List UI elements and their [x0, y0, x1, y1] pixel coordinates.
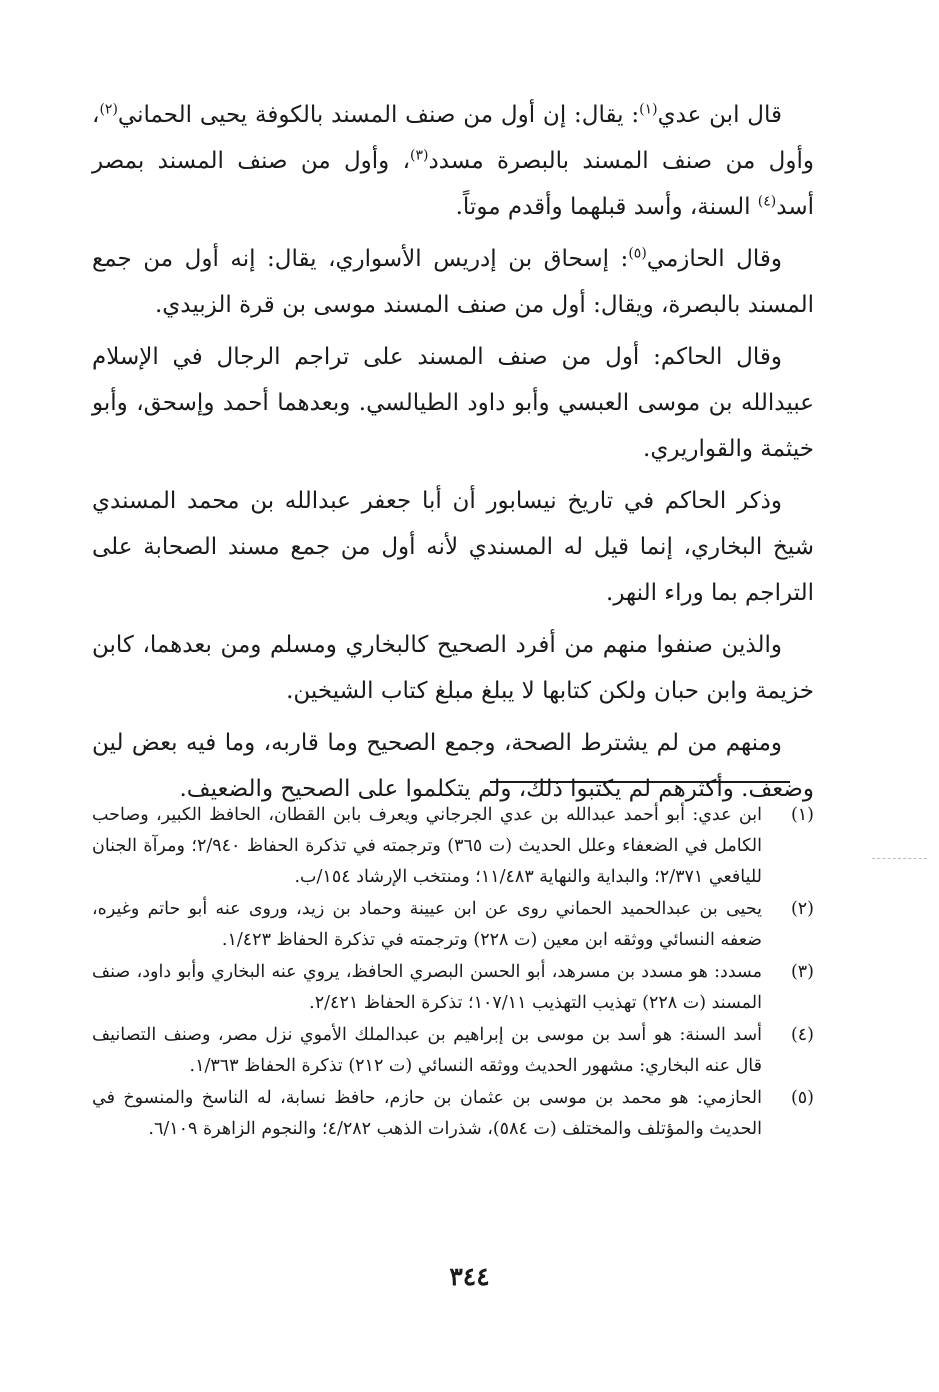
paragraph [92, 478, 814, 616]
footnote [92, 800, 814, 893]
footnote-number: (٢) [790, 899, 814, 919]
footnote-text: ابن عدي: أبو أحمد عبدالله بن عدي الجرجاني ويعرف بابن القطان، الحافظ الكبير، وصاحب الكامل في الضعفاء وعلل الحديث (ت ٣٦٥) وترجمته في تذكرة الحفاظ ٢/٩٤٠؛ ومرآة الجنان لليافعي ٢/٣٧١؛ والبداية والنهاية ١١/٤٨٣؛ ومنتخب الإرشاد ١٥٤/ب. [92, 805, 763, 887]
footnote [92, 1020, 814, 1082]
footnotes [92, 800, 814, 1146]
footnote-ref: (٣) [410, 147, 429, 164]
footnote-number: (١) [790, 805, 814, 825]
footnote-separator [490, 781, 790, 783]
paragraph-text: قال ابن عدي [657, 102, 782, 128]
footnote-ref: (٥) [628, 245, 647, 262]
paragraph-text: : إسحاق بن إدريس الأسواري، يقال: إنه أول من جمع المسند بالبصرة، ويقال: أول من صنف المسند موسى بن قرة الزبيدي. [92, 246, 814, 318]
footnote-text: الحازمي: هو محمد بن موسى بن عثمان بن حازم، حافظ نسابة، له الناسخ والمنسوخ في الحديث والمؤتلف والمختلف (ت ٥٨٤)، شذرات الذهب ٤/٢٨٢؛ والنجوم الزاهرة ٦/١٠٩. [92, 1088, 762, 1139]
footnote-number: (٥) [790, 1088, 814, 1108]
paragraph [92, 236, 814, 328]
footnote-text: مسدد: هو مسدد بن مسرهد، أبو الحسن البصري الحافظ، يروي عنه البخاري وأبو داود، صنف المسند (ت ٢٢٨) تهذيب التهذيب ١٠٧/١١؛ تذكرة الحفاظ ٢/٤٢١. [92, 962, 762, 1013]
paragraph-text: السنة، وأسد قبلهما وأقدم موتاً. [455, 194, 758, 220]
paragraph-text: ، وأول من صنف المسند بمصر أسد [92, 148, 814, 220]
paragraph-text: ومنهم من لم يشترط الصحة، وجمع الصحيح وما قاربه، وما فيه بعض لين وضعف. وأكثرهم لم يكتبوا ذلك، ولم يتكلموا على الصحيح والضعيف. [92, 730, 814, 802]
paragraph-text: والذين صنفوا منهم من أفرد الصحيح كالبخاري ومسلم ومن بعدهما، كابن خزيمة وابن حبان ولكن كتابها لا يبلغ مبلغ كتاب الشيخين. [92, 632, 814, 704]
paragraph-text: وقال الحازمي [646, 246, 782, 272]
page-number: ٣٤٤ [449, 1262, 490, 1291]
footnote [92, 894, 814, 956]
footnote-number: (٣) [790, 962, 814, 982]
paragraph [92, 334, 814, 472]
footnote-number: (٤) [790, 1025, 814, 1045]
paragraph-text: وذكر الحاكم في تاريخ نيسابور أن أبا جعفر عبدالله بن محمد المسندي شيخ البخاري، إنما قيل له المسندي لأنه أول من جمع مسند الصحابة على التراجم بما وراء النهر. [92, 488, 814, 606]
paragraph [92, 92, 814, 230]
footnote-text: أسد السنة: هو أسد بن موسى بن إبراهيم بن عبدالملك الأموي نزل مصر، وصنف التصانيف قال عنه البخاري: مشهور الحديث ووثقه النسائي (ت ٢١٢) تذكرة الحفاظ ١/٣٦٣. [92, 1025, 762, 1076]
paragraph [92, 720, 814, 812]
footnote-ref: (١) [639, 101, 658, 118]
footnote-ref: (٤) [757, 193, 777, 210]
margin-mark [872, 858, 927, 859]
footnote-text: يحيى بن عبدالحميد الحماني روى عن ابن عيينة وحماد بن زيد، وروى عنه أبو حاتم وغيره، ضعفه النسائي ووثقه ابن معين (ت ٢٢٨) وترجمته في تذكرة الحفاظ ١/٤٢٣. [92, 899, 762, 950]
main-text [92, 92, 814, 818]
paragraph-text: : يقال: إن أول من صنف المسند بالكوفة يحيى الحماني [117, 102, 640, 128]
paragraph [92, 622, 814, 714]
footnote [92, 957, 814, 1019]
paragraph-text: وقال الحاكم: أول من صنف المسند على تراجم الرجال في الإسلام عبيدالله بن موسى العبسي وأبو داود الطيالسي. وبعدهما أحمد وإسحق، وأبو خيثمة والقواريري. [92, 344, 814, 462]
paragraph-text: ، وأول من صنف المسند بالبصرة مسدد [92, 102, 814, 174]
footnote-ref: (٢) [99, 101, 118, 118]
footnote [92, 1083, 814, 1145]
